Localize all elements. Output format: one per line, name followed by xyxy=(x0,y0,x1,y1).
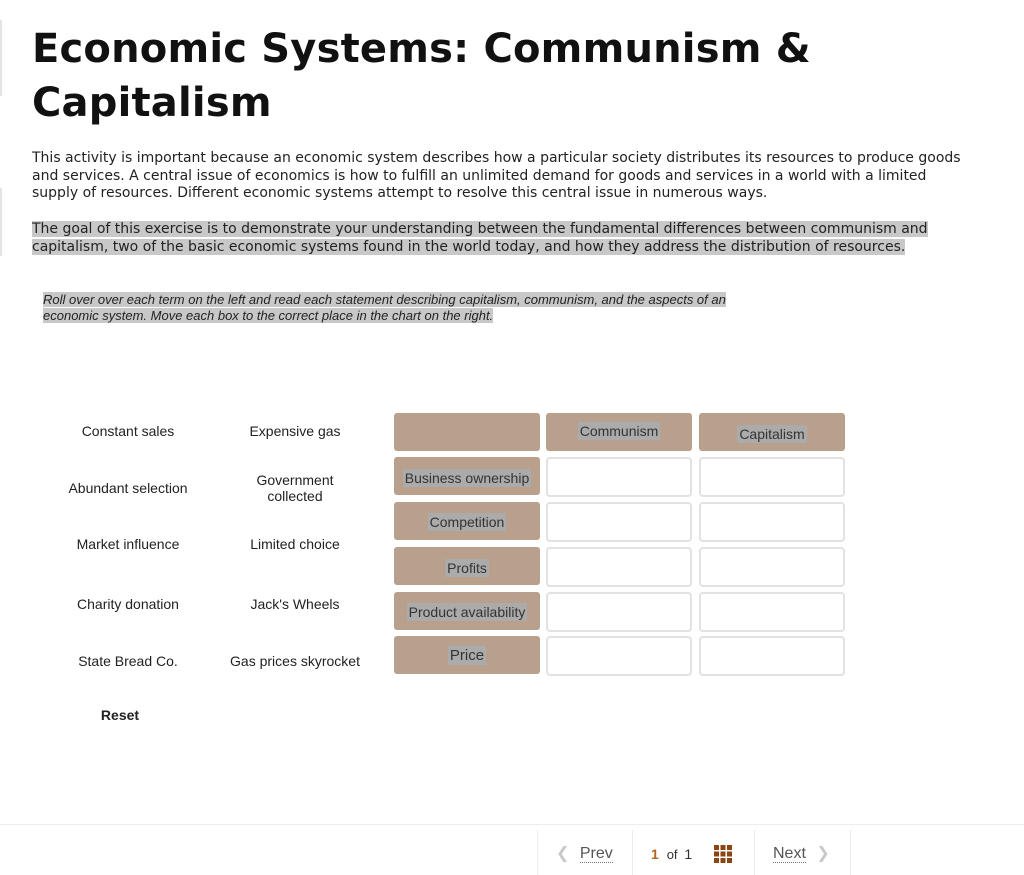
draggable-term[interactable]: Abundant selection xyxy=(68,480,188,496)
left-edge-rule xyxy=(0,188,2,256)
draggable-term[interactable]: Market influence xyxy=(76,536,180,552)
next-button[interactable] xyxy=(773,844,830,864)
draggable-term[interactable]: Constant sales xyxy=(81,423,175,439)
row-label-product-availability xyxy=(394,592,540,630)
draggable-term[interactable]: Limited choice xyxy=(250,536,340,552)
goal-paragraph xyxy=(32,221,932,256)
drop-zone-communism[interactable] xyxy=(546,636,692,676)
current-page: 1 xyxy=(651,846,659,862)
reset-button[interactable]: Reset xyxy=(70,705,170,725)
draggable-term[interactable]: Gas prices skyrocket xyxy=(230,653,360,669)
drop-zone-capitalism[interactable] xyxy=(699,457,845,497)
footer-divider xyxy=(0,824,1024,825)
prev-label: Prev xyxy=(579,845,613,862)
row-label-text: Product availability xyxy=(408,604,526,620)
chevron-right-icon: ❯ xyxy=(816,845,830,862)
column-header-label: Communism xyxy=(579,423,659,439)
draggable-term[interactable]: Expensive gas xyxy=(249,423,341,439)
drop-zone-communism[interactable] xyxy=(546,457,692,497)
drop-zone-capitalism[interactable] xyxy=(699,592,845,632)
row-label-text: Competition xyxy=(429,514,505,530)
draggable-term[interactable]: State Bread Co. xyxy=(78,653,178,669)
pager-divider xyxy=(537,830,538,875)
prev-button[interactable] xyxy=(556,844,613,864)
row-label-text: Price xyxy=(449,646,485,664)
page-of-label: of xyxy=(666,847,678,862)
pager-divider xyxy=(754,830,755,875)
pager-divider xyxy=(632,830,633,875)
draggable-term[interactable]: Jack's Wheels xyxy=(250,596,340,612)
drop-zone-communism[interactable] xyxy=(546,547,692,587)
drop-zone-capitalism[interactable] xyxy=(699,502,845,542)
drop-zone-capitalism[interactable] xyxy=(699,636,845,676)
chart-corner-cell xyxy=(394,413,540,451)
column-header-capitalism xyxy=(699,413,845,451)
page-title: Economic Systems: Communism & Capitalism xyxy=(32,26,811,126)
drop-zone-capitalism[interactable] xyxy=(699,547,845,587)
chevron-left-icon: ❮ xyxy=(556,845,570,862)
column-header-label: Capitalism xyxy=(739,425,805,442)
drop-zone-communism[interactable] xyxy=(546,592,692,632)
instructions-text xyxy=(43,292,743,324)
row-label-profits xyxy=(394,547,540,585)
intro-paragraph: This activity is important because an economic system describes how a particular society distributes its resources to produce goods and services. A central issue of economics is how to fulfill an unlimited demand for goods and services in a world with a limited supply of resources. Different economic systems attempt to resolve this central issue in numerous ways. xyxy=(32,150,961,202)
pager-divider xyxy=(850,830,851,875)
instructions-highlight: Roll over over each term on the left and read each statement describing capitalism, communism, and the aspects of an economic system. Move each box to the correct place in the chart on the right. xyxy=(43,292,726,323)
drop-zone-communism[interactable] xyxy=(546,502,692,542)
row-label-text: Business ownership xyxy=(404,470,530,486)
row-label-business-ownership xyxy=(394,457,540,495)
page-indicator xyxy=(651,844,692,865)
next-label: Next xyxy=(773,845,806,862)
grid-icon[interactable] xyxy=(714,845,732,863)
column-header-communism xyxy=(546,413,692,451)
goal-text: The goal of this exercise is to demonstrate your understanding between the fundamental differences between communism and capitalism, two of the basic economic systems found in the world today, and how they address the distribution of resources. xyxy=(32,221,928,255)
draggable-term[interactable]: Government collected xyxy=(256,472,334,504)
row-label-price xyxy=(394,636,540,674)
draggable-term[interactable]: Charity donation xyxy=(77,596,179,612)
left-edge-rule xyxy=(0,20,2,96)
row-label-text: Profits xyxy=(447,560,487,576)
total-pages: 1 xyxy=(684,846,693,862)
row-label-competition xyxy=(394,502,540,540)
